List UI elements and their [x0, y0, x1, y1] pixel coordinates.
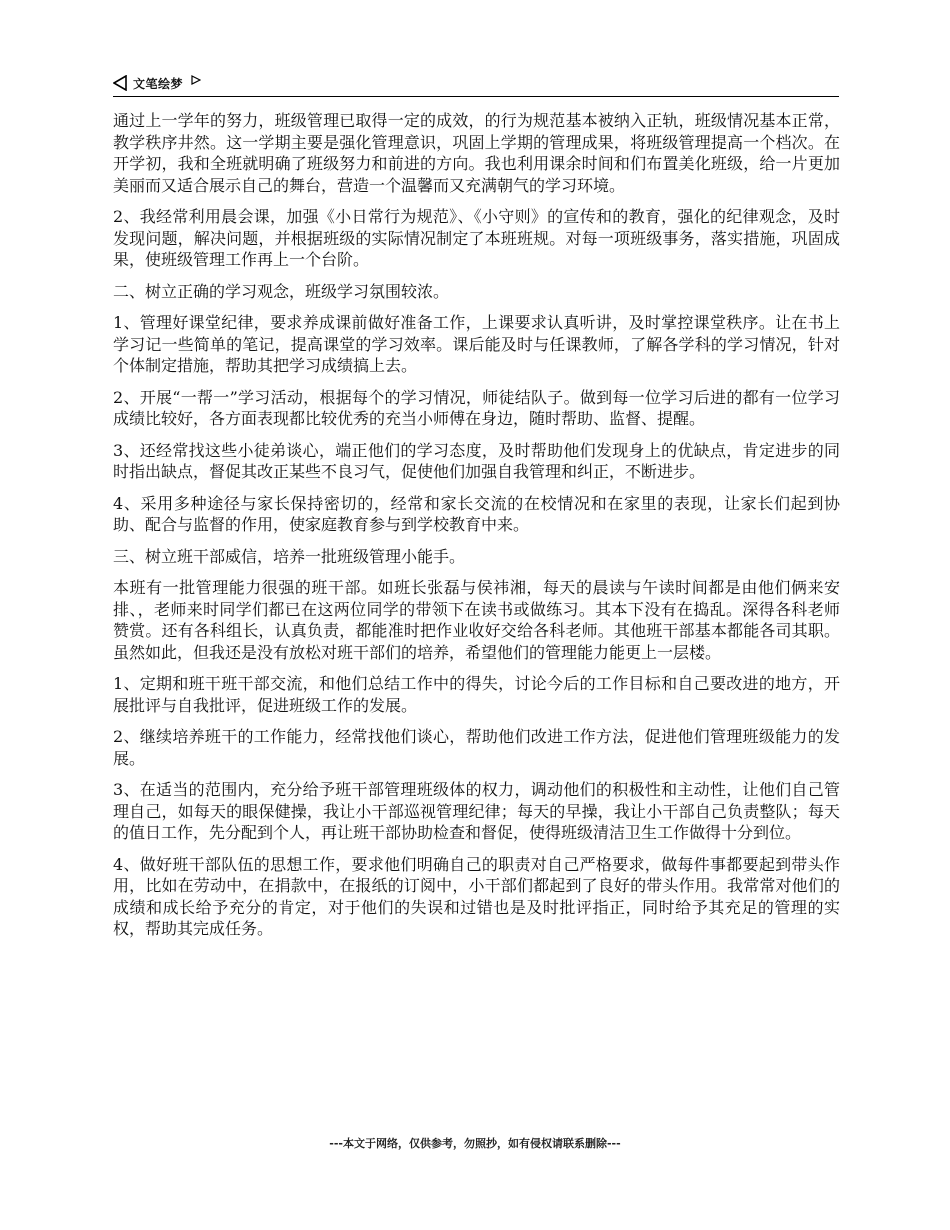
- brand-name: 文笔绘梦: [133, 76, 184, 91]
- document-body: [113, 110, 840, 950]
- paragraph: 本班有一批管理能力很强的班干部。如班长张磊与侯祎湘，每天的晨读与午读时间都是由他们俩来安排、，老师来时同学们都已在这两位同学的带领下在读书或做练习。其本下没有在捣乱。深得各科老师赞赏。还有各科组长，认真负责，都能准时把作业收好交给各科老师。其他班干部基本都能各司其职。虽然如此，但我还是没有放松对班干部们的培养，希望他们的管理能力能更上一层楼。: [113, 578, 840, 662]
- left-triangle-icon: [113, 75, 127, 91]
- page-header: [113, 72, 839, 97]
- paragraph: 1、管理好课堂纪律，要求养成课前做好准备工作，上课要求认真听讲，及时掌控课堂秩序。让在书上学习记一些简单的笔记，提高课堂的学习效率。课后能及时与任课教师，了解各学科的学习情况，针对个体制定措施，帮助其把学习成绩搞上去。: [113, 313, 840, 375]
- paragraph: 1、定期和班干班干部交流，和他们总结工作中的得失，讨论今后的工作目标和自己要改进的地方，开展批评与自我批评，促进班级工作的发展。: [113, 674, 840, 715]
- paragraph: 3、还经常找这些小徒弟谈心，端正他们的学习态度，及时帮助他们发现身上的优缺点，肯定进步的同时指出缺点，督促其改正某些不良习气，促使他们加强自我管理和纠正，不断进步。: [113, 440, 840, 481]
- paragraph: 3、在适当的范围内，充分给予班干部管理班级体的权力，调动他们的积极性和主动性，让他们自己管理自己，如每天的眼保健操，我让小干部巡视管理纪律；每天的早操，我让小干部自己负责整队；每天的值日工作，先分配到个人，再让班干部协助检查和督促，使得班级清洁卫生工作做得十分到位。: [113, 780, 840, 842]
- section-heading: 三、树立班干部威信，培养一批班级管理小能手。: [113, 546, 466, 566]
- paragraph: 2、开展“一帮一”学习活动，根据每个的学习情况，师徒结队子。做到每一位学习后进的都有一位学习成绩比较好，各方面表现都比较优秀的充当小师傅在身边，随时帮助、监督、提醒。: [113, 387, 840, 428]
- paragraph: 2、我经常利用晨会课，加强《小日常行为规范》、《小守则》的宣传和的教育，强化的纪律观念，及时发现问题，解决问题，并根据班级的实际情况制定了本班班规。对每一项班级事务，落实措施，巩固成果，使班级管理工作再上一个台阶。: [113, 207, 840, 269]
- paragraph: 通过上一学年的努力，班级管理已取得一定的成效，的行为规范基本被纳入正轨，班级情况基本正常，教学秩序井然。这一学期主要是强化管理意识，巩固上学期的管理成果，将班级管理提高一个档次。在开学初，我和全班就明确了班级努力和前进的方向。我也利用课余时间和们布置美化班级，给一片更加美丽而又适合展示自己的舞台，营造一个温馨而又充满朝气的学习环境。: [113, 111, 840, 195]
- section-heading: 二、树立正确的学习观念，班级学习氛围较浓。: [113, 281, 450, 301]
- brand-logo: [113, 74, 201, 92]
- footer-disclaimer: ---本文于网络，仅供参考，勿照抄，如有侵权请联系删除---: [329, 1137, 621, 1150]
- paragraph: 2、继续培养班干的工作能力，经常找他们谈心，帮助他们改进工作方法，促进他们管理班级能力的发展。: [113, 727, 840, 768]
- paragraph: 4、采用多种途径与家长保持密切的，经常和家长交流的在校情况和在家里的表现，让家长们起到协助、配合与监督的作用，使家庭教育参与到学校教育中来。: [113, 493, 840, 534]
- paragraph: 4、做好班干部队伍的思想工作，要求他们明确自己的职责对自己严格要求，做每件事都要起到带头作用，比如在劳动中，在捐款中，在报纸的订阅中，小干部们都起到了良好的带头作用。我常常对他们的成绩和成长给予充分的肯定，对于他们的失误和过错也是及时批评指正，同时给予其充足的管理的实权，帮助其完成任务。: [113, 854, 840, 938]
- right-triangle-icon: [191, 75, 201, 85]
